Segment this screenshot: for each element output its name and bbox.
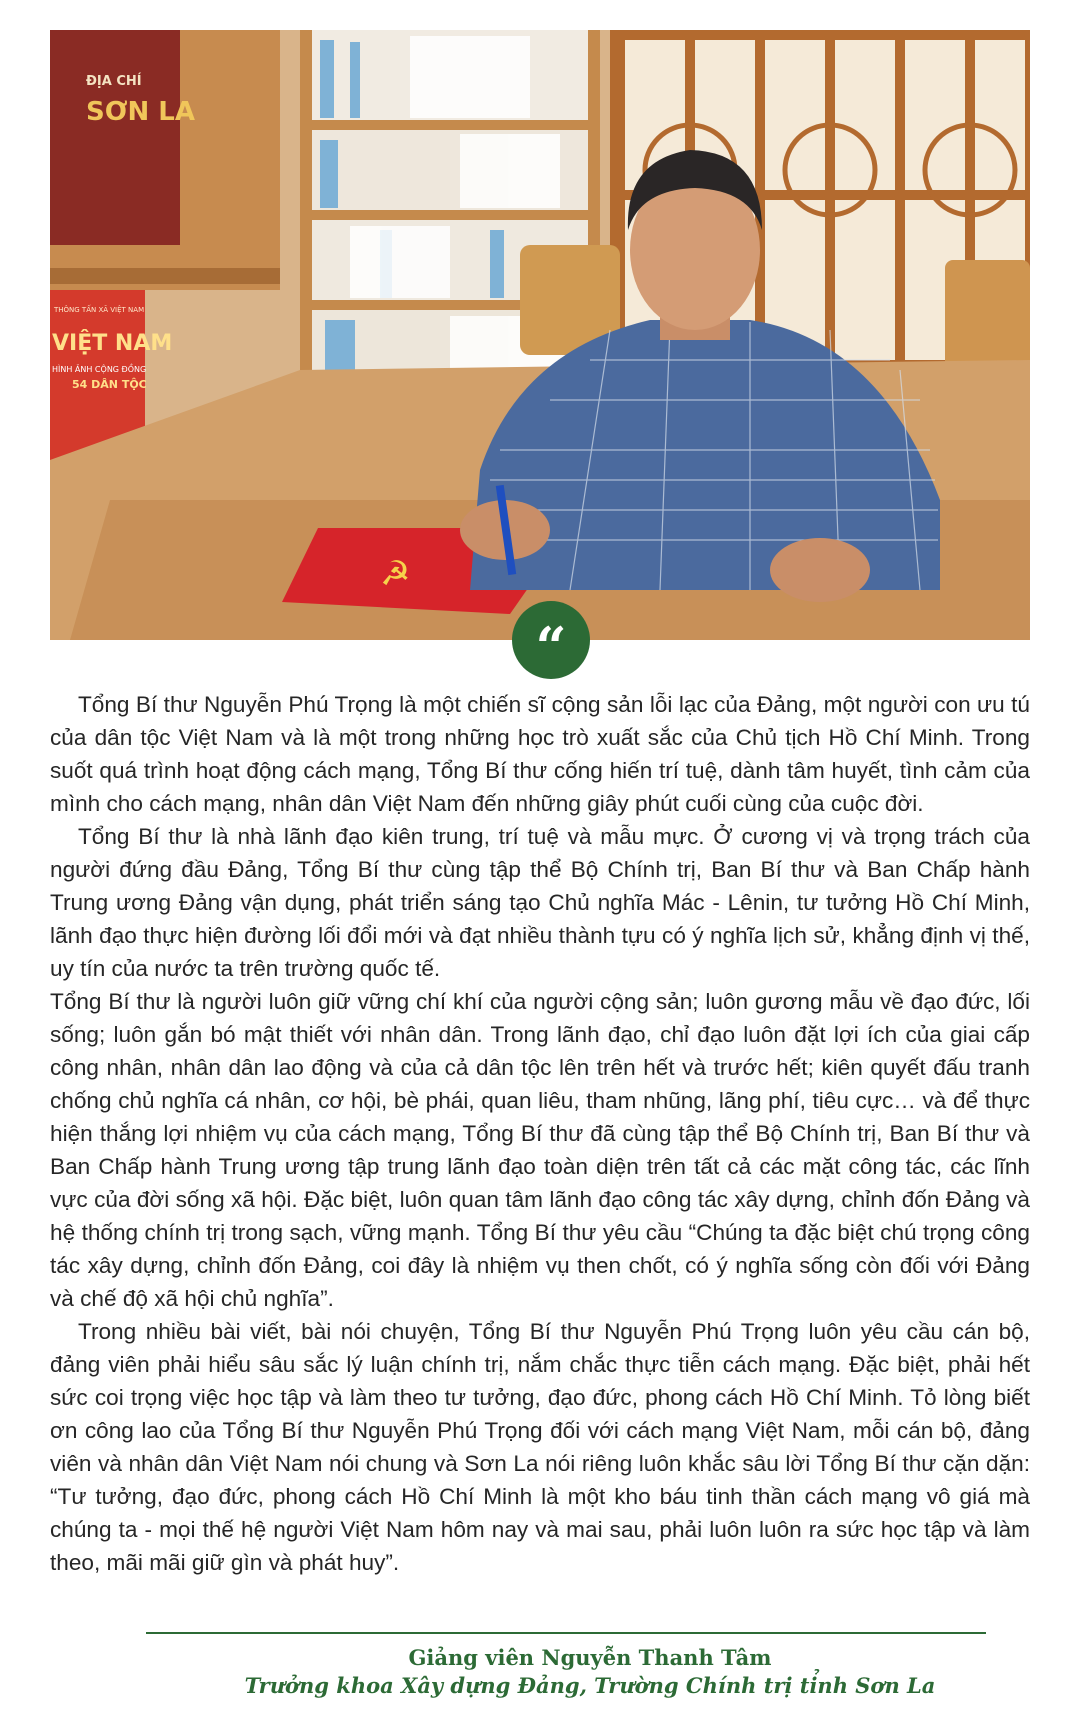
author-name: Giảng viên Nguyễn Thanh Tâm	[408, 1645, 772, 1670]
portrait-illustration	[50, 30, 1030, 640]
book-red-publisher: THÔNG TẤN XÃ VIỆT NAM	[54, 306, 145, 314]
article-body	[50, 688, 1030, 1579]
book-top-title-large: SƠN LA	[86, 97, 195, 127]
book-red-title: VIỆT NAM	[52, 331, 173, 356]
svg-text:☭: ☭	[380, 554, 411, 594]
portrait-photo	[50, 30, 1030, 640]
author-title: Trưởng khoa Xây dựng Đảng, Trường Chính trị tỉnh Sơn La	[244, 1673, 936, 1698]
paragraph-2: Tổng Bí thư là nhà lãnh đạo kiên trung, trí tuệ và mẫu mực. Ở cương vị và trọng trách của người đứng đầu Đảng, Tổng Bí thư cùng tập thể Bộ Chính trị, Ban Bí thư và Ban Chấp hành Trung ương Đảng vận dụng, phát triển sáng tạo Chủ nghĩa Mác - Lênin, tư tưởng Hồ Chí Minh, lãnh đạo thực hiện đường lối đổi mới và đạt nhiều thành tựu có ý nghĩa lịch sử, khẳng định vị thế, uy tín của nước ta trên trường quốc tế.	[50, 824, 1030, 981]
author-signature	[0, 1644, 1080, 1700]
quote-icon: “	[512, 601, 590, 679]
paragraph-4: Trong nhiều bài viết, bài nói chuyện, Tổng Bí thư Nguyễn Phú Trọng luôn yêu cầu cán bộ, đảng viên phải hiểu sâu sắc lý luận chính trị, nắm chắc thực tiễn cách mạng. Đặc biệt, phải hết sức coi trọng việc học tập và làm theo tư tưởng, đạo đức, phong cách Hồ Chí Minh. Tỏ lòng biết ơn công lao của Tổng Bí thư Nguyễn Phú Trọng đối với cách mạng Việt Nam, mỗi cán bộ, đảng viên và nhân dân Việt Nam nói chung và Sơn La nói riêng luôn khắc sâu lời Tổng Bí thư cặn dặn: “Tư tưởng, đạo đức, phong cách Hồ Chí Minh là một kho báu tinh thần cách mạng vô giá mà chúng ta - mọi thế hệ người Việt Nam hôm nay và mai sau, phải luôn luôn ra sức học tập và làm theo, mãi mãi giữ gìn và phát huy”.	[50, 1319, 1030, 1575]
book-top-title-small: ĐỊA CHÍ	[86, 74, 142, 89]
book-red-subtitle-2: 54 DÂN TỘC	[72, 378, 147, 391]
paragraph-1: Tổng Bí thư Nguyễn Phú Trọng là một chiến sĩ cộng sản lỗi lạc của Đảng, một người con ưu tú của dân tộc Việt Nam và là một trong những học trò xuất sắc của Chủ tịch Hồ Chí Minh. Trong suốt quá trình hoạt động cách mạng, Tổng Bí thư cống hiến trí tuệ, dành tâm huyết, tình cảm của mình cho cách mạng, nhân dân Việt Nam đến những giây phút cuối cùng của cuộc đời.	[50, 692, 1030, 816]
paragraph-3: Tổng Bí thư là người luôn giữ vững chí khí của người cộng sản; luôn gương mẫu về đạo đức, lối sống; luôn gắn bó mật thiết với nhân dân. Trong lãnh đạo, chỉ đạo luôn đặt lợi ích của giai cấp công nhân, nhân dân lao động và của cả dân tộc lên trên hết và trước hết; kiên quyết đấu tranh chống chủ nghĩa cá nhân, cơ hội, bè phái, quan liêu, tham nhũng, lãng phí, tiêu cực… và để thực hiện thắng lợi nhiệm vụ của cách mạng, Tổng Bí thư đã cùng tập thể Bộ Chính trị, Ban Bí thư và Ban Chấp hành Trung ương tập trung lãnh đạo toàn diện trên tất cả các mặt công tác, các lĩnh vực của đời sống xã hội. Đặc biệt, luôn quan tâm lãnh đạo công tác xây dựng, chỉnh đốn Đảng và hệ thống chính trị trong sạch, vững mạnh. Tổng Bí thư yêu cầu “Chúng ta đặc biệt chú trọng công tác xây dựng, chỉnh đốn Đảng, coi đây là nhiệm vụ then chốt, có ý nghĩa sống còn đối với Đảng và chế độ xã hội chủ nghĩa”.	[50, 989, 1030, 1311]
signature-divider	[146, 1632, 986, 1634]
book-red-subtitle-1: HÌNH ẢNH CỘNG ĐỒNG	[52, 365, 147, 374]
